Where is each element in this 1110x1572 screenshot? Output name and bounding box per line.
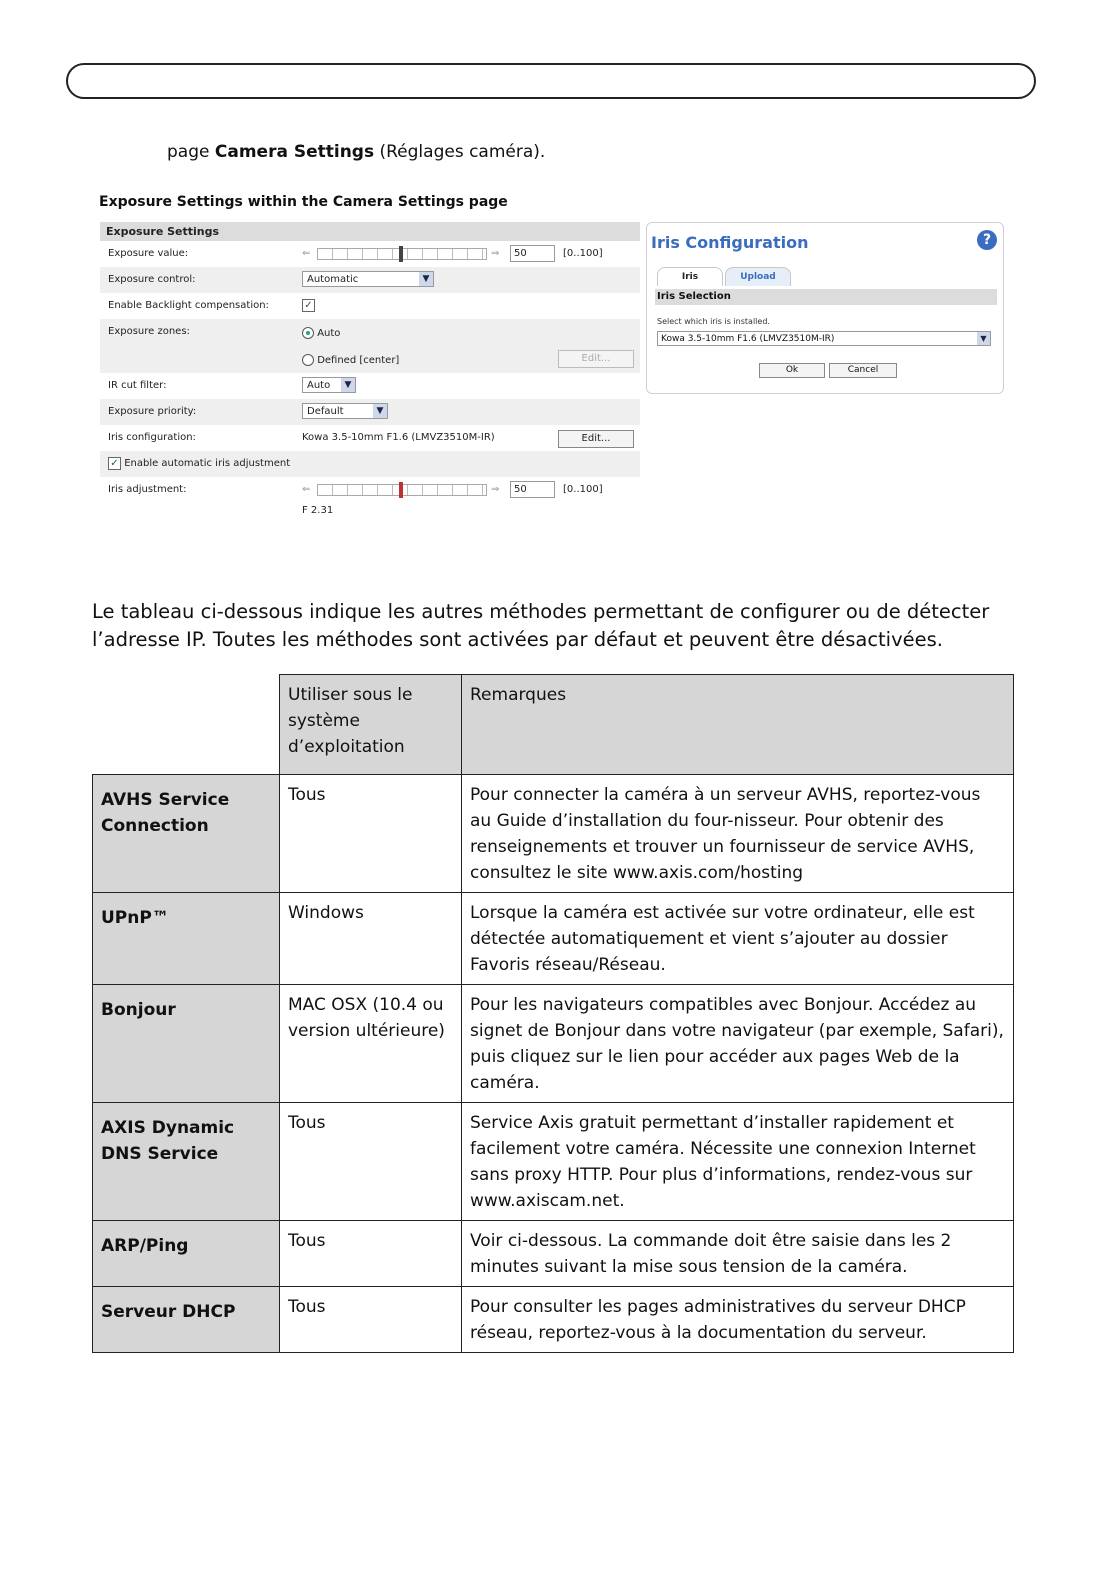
priority-label: Exposure priority: (108, 406, 197, 417)
zone-auto-radio[interactable] (302, 327, 314, 339)
iris-config-label: Iris configuration: (108, 432, 196, 443)
backlight-label: Enable Backlight compensation: (108, 300, 269, 311)
zone-auto-label: Auto (317, 328, 341, 339)
exposure-value-label: Exposure value: (108, 248, 189, 259)
slider-right-arrow-icon[interactable]: ⇒ (491, 248, 500, 259)
remarks-cell: Voir ci-dessous. La commande doit être saisie dans les 2 minutes suivant la mise sous tension de la caméra. (462, 1221, 1014, 1287)
page-header-bar (66, 63, 1036, 99)
ir-cut-label: IR cut filter: (108, 380, 167, 391)
methods-table (92, 674, 1014, 1353)
header-os: Utiliser sous le système d’exploitation (280, 675, 462, 775)
iris-model-value: Kowa 3.5-10mm F1.6 (LMVZ3510M-IR) (661, 333, 835, 344)
tab-iris[interactable]: Iris (657, 267, 723, 286)
exposure-zones-row (100, 319, 640, 373)
os-cell: Tous (280, 1221, 462, 1287)
iris-adjust-slider[interactable] (302, 481, 603, 498)
zones-edit-button[interactable]: Edit... (558, 350, 634, 368)
ok-button[interactable]: Ok (759, 363, 825, 378)
zone-defined-label: Defined [center] (317, 355, 400, 366)
method-cell: UPnP™ (93, 893, 280, 985)
ir-cut-select[interactable] (302, 377, 356, 393)
table-row (93, 775, 1014, 893)
table-row (93, 1221, 1014, 1287)
iris-adjust-row (100, 477, 640, 523)
slider-left-arrow-icon[interactable]: ⇐ (302, 484, 311, 495)
os-cell: Tous (280, 1287, 462, 1353)
backlight-checkbox[interactable]: ✓ (302, 299, 315, 312)
iris-configuration-dialog (646, 222, 1004, 394)
os-cell: Tous (280, 1103, 462, 1221)
cancel-button[interactable]: Cancel (829, 363, 897, 378)
zone-defined-option[interactable] (302, 354, 399, 366)
priority-select[interactable] (302, 403, 388, 419)
chevron-down-icon: ▼ (419, 272, 433, 286)
table-row (93, 1287, 1014, 1353)
method-cell: AXIS Dynamic DNS Service (93, 1103, 280, 1221)
exposure-value-range: [0..100] (563, 248, 603, 259)
method-cell: AVHS Service Connection (93, 775, 280, 893)
slider-thumb[interactable] (399, 246, 403, 262)
iris-fnumber: F 2.31 (302, 505, 334, 516)
exposure-value-slider[interactable] (302, 245, 603, 262)
table-row (93, 1103, 1014, 1221)
ir-cut-row (100, 373, 640, 399)
auto-iris-checkbox[interactable]: ✓ (108, 457, 121, 470)
auto-iris-option[interactable] (108, 457, 290, 470)
chevron-down-icon: ▼ (341, 378, 355, 392)
exposure-control-row (100, 267, 640, 293)
table-header-row (93, 675, 1014, 775)
exposure-value-input[interactable]: 50 (510, 245, 555, 262)
method-cell: Serveur DHCP (93, 1287, 280, 1353)
chevron-down-icon: ▼ (977, 332, 990, 345)
exposure-control-select[interactable] (302, 271, 434, 287)
slider-left-arrow-icon[interactable]: ⇐ (302, 248, 311, 259)
header-blank-cell (93, 675, 280, 775)
os-cell: MAC OSX (10.4 ou version ultérieure) (280, 985, 462, 1103)
chevron-down-icon: ▼ (373, 404, 387, 418)
iris-adjust-range: [0..100] (563, 484, 603, 495)
os-cell: Windows (280, 893, 462, 985)
iris-selection-heading: Iris Selection (655, 289, 997, 305)
remarks-cell: Service Axis gratuit permettant d’installer rapidement et facilement votre caméra. Nécessite une connexion Internet sans proxy HTTP. Pour plus d’informations, rendez-vous sur www.axiscam.net. (462, 1103, 1014, 1221)
intro-prefix: page (167, 142, 215, 162)
priority-value: Default (307, 405, 344, 417)
exposure-control-value: Automatic (307, 273, 359, 285)
auto-iris-label: Enable automatic iris adjustment (124, 458, 291, 469)
exposure-control-label: Exposure control: (108, 274, 196, 285)
exposure-settings-title: Exposure Settings (100, 222, 640, 241)
remarks-cell: Pour connecter la caméra à un serveur AVHS, reportez-vous au Guide d’installation du four-nisseur. Pour obtenir des renseignements et trouver un fournisseur de service AVHS, consultez le site www.axis.com/hosting (462, 775, 1014, 893)
table-row (93, 893, 1014, 985)
method-cell: Bonjour (93, 985, 280, 1103)
iris-adjust-input[interactable]: 50 (510, 481, 555, 498)
priority-row (100, 399, 640, 425)
slider-track[interactable] (317, 248, 487, 260)
iris-adjust-label: Iris adjustment: (108, 484, 187, 495)
slider-track[interactable] (317, 484, 487, 496)
iris-config-title: Iris Configuration (651, 233, 809, 252)
remarks-cell: Pour consulter les pages administratives du serveur DHCP réseau, reportez-vous à la documentation du serveur. (462, 1287, 1014, 1353)
table-row (93, 985, 1014, 1103)
zone-defined-radio[interactable] (302, 354, 314, 366)
intro-suffix: (Réglages caméra). (374, 142, 546, 162)
header-remarks: Remarques (462, 675, 1014, 775)
os-cell: Tous (280, 775, 462, 893)
remarks-cell: Pour les navigateurs compatibles avec Bonjour. Accédez au signet de Bonjour dans votre navigateur (par exemple, Safari), puis cliquez sur le lien pour accéder aux pages Web de la caméra. (462, 985, 1014, 1103)
slider-thumb[interactable] (399, 482, 403, 498)
intro-bold: Camera Settings (214, 142, 375, 162)
slider-right-arrow-icon[interactable]: ⇒ (491, 484, 500, 495)
exposure-zones-label: Exposure zones: (108, 326, 190, 337)
remarks-cell: Lorsque la caméra est activée sur votre ordinateur, elle est détectée automatiquement et vient s’ajouter au dossier Favoris réseau/Réseau. (462, 893, 1014, 985)
tab-upload[interactable]: Upload (725, 267, 791, 286)
method-cell: ARP/Ping (93, 1221, 280, 1287)
auto-iris-row (100, 451, 640, 477)
intro-paragraph: Le tableau ci-dessous indique les autres méthodes permettant de configurer ou de détecter l’adresse IP. Toutes les méthodes sont activées par défaut et peuvent être désactivées. (92, 600, 990, 651)
ir-cut-value: Auto (307, 379, 331, 391)
iris-config-row (100, 425, 640, 451)
intro-line (167, 142, 545, 162)
iris-config-edit-button[interactable]: Edit... (558, 430, 634, 448)
iris-model-select[interactable] (657, 331, 991, 346)
iris-config-value: Kowa 3.5-10mm F1.6 (LMVZ3510M-IR) (302, 432, 495, 443)
exposure-settings-panel (100, 222, 640, 524)
exposure-value-row (100, 241, 640, 267)
zone-auto-option[interactable] (302, 327, 340, 339)
help-icon[interactable]: ? (977, 230, 997, 250)
backlight-row (100, 293, 640, 319)
iris-instruction: Select which iris is installed. (657, 317, 770, 326)
figure-caption: Exposure Settings within the Camera Settings page (99, 194, 508, 210)
